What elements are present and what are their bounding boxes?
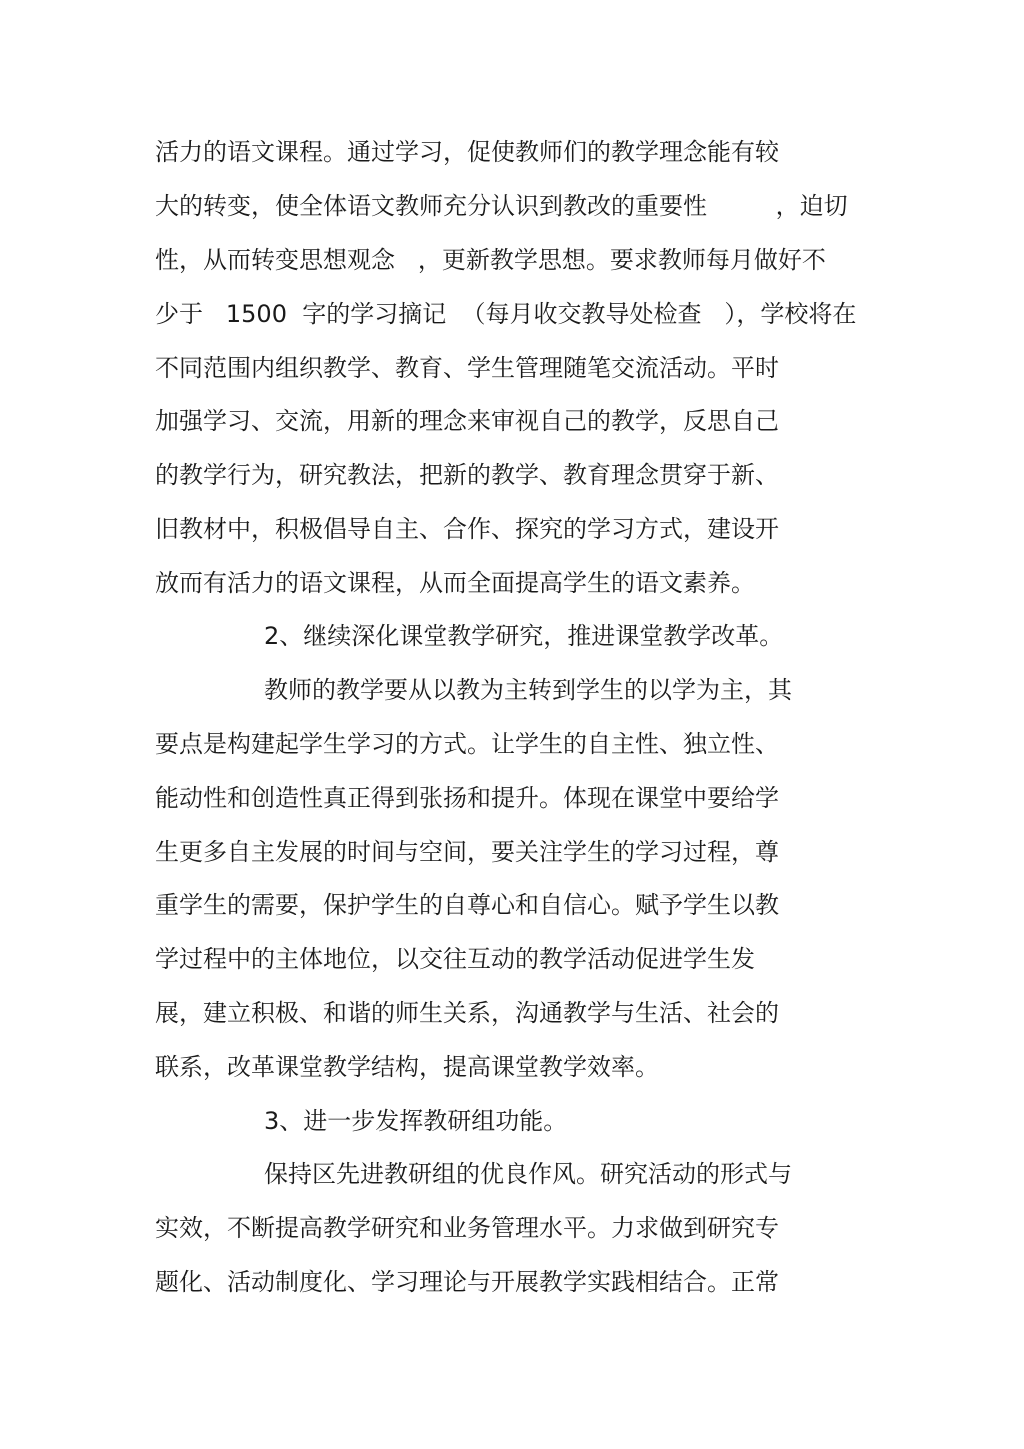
paragraph-first-line: 保持区先进教研组的优良作风。研究活动的形式与 [264,1160,792,1188]
body-text-line: 题化、活动制度化、学习理论与开展教学实践相结合。正常 [155,1268,779,1296]
body-text-line: 实效，不断提高教学研究和业务管理水平。力求做到研究专 [155,1214,779,1242]
body-text-line: 的教学行为，研究教法，把新的教学、教育理念贯穿于新、 [155,461,779,489]
body-text-line: 活力的语文课程。通过学习，促使教师们的教学理念能有较 [155,138,779,166]
body-text-line: 能动性和创造性真正得到张扬和提升。体现在课堂中要给学 [155,784,779,812]
body-text-line: 性，从而转变思想观念 ，更新教学思想。要求教师每月做好不 [155,246,826,274]
body-text-line: 大的转变，使全体语文教师充分认识到教改的重要性 ，迫切 [155,192,848,220]
body-text-line: 放而有活力的语文课程，从而全面提高学生的语文素养。 [155,569,755,597]
body-text-line: 重学生的需要，保护学生的自尊心和自信心。赋予学生以教 [155,891,779,919]
body-text-line: 生更多自主发展的时间与空间，要关注学生的学习过程，尊 [155,838,779,866]
body-text-line: 展，建立积极、和谐的师生关系，沟通教学与生活、社会的 [155,999,779,1027]
body-text-line: 学过程中的主体地位，以交往互动的教学活动促进学生发 [155,945,755,973]
body-text-line: 要点是构建起学生学习的方式。让学生的自主性、独立性、 [155,730,779,758]
section-heading: 3、进一步发挥教研组功能。 [264,1107,568,1135]
body-text-line: 不同范围内组织教学、教育、学生管理随笔交流活动。平时 [155,354,779,382]
body-text-line: 联系，改革课堂教学结构，提高课堂教学效率。 [155,1053,659,1081]
body-text-line: 少于 1500 字的学习摘记 （每月收交教导处检查 ），学校将在 [155,300,857,328]
paragraph-first-line: 教师的教学要从以教为主转到学生的以学为主，其 [264,676,792,704]
body-text-line: 旧教材中，积极倡导自主、合作、探究的学习方式，建设开 [155,515,779,543]
body-text-line: 加强学习、交流，用新的理念来审视自己的教学，反思自己 [155,407,779,435]
section-heading: 2、继续深化课堂教学研究，推进课堂教学改革。 [264,622,784,650]
